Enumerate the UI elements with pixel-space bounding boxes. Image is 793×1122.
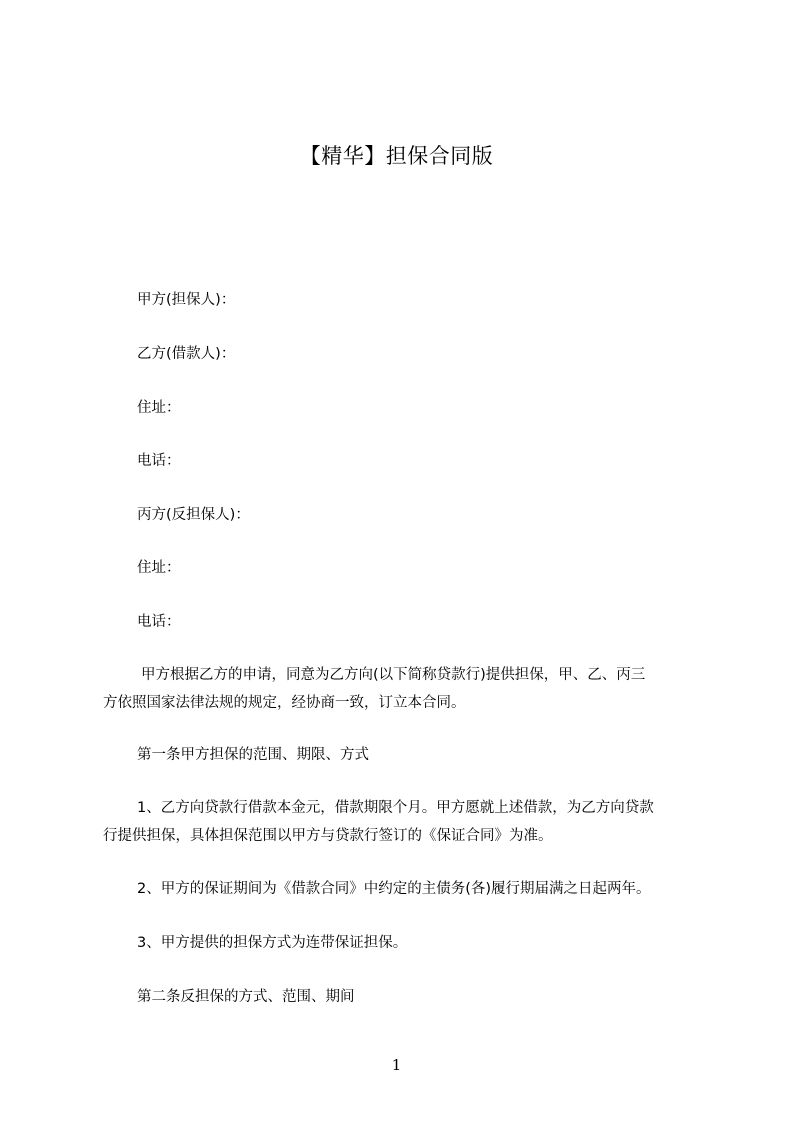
page-number: 1 [391, 1056, 402, 1074]
party-c-field: 丙方(反担保人)： [137, 507, 250, 523]
party-a-field: 甲方(担保人)： [137, 292, 236, 308]
article-1-item-2: 2、甲方的保证期间为《借款合同》中约定的主债务(各)履行期届满之日起两年。 [137, 881, 651, 897]
party-b-phone-field: 电话： [137, 453, 181, 469]
article-1-item-1-line-2: 行提供担保，具体担保范围以甲方与贷款行签订的《保证合同》为准。 [103, 828, 553, 844]
party-c-phone-field: 电话： [137, 614, 181, 630]
party-b-address-field: 住址： [137, 400, 181, 416]
article-1-item-3: 3、甲方提供的担保方式为连带保证担保。 [137, 935, 408, 951]
document-title: 【精华】担保合同版 [299, 144, 494, 168]
party-c-address-field: 住址： [137, 560, 181, 576]
intro-paragraph-line-2: 方依照国家法律法规的规定，经协商一致，订立本合同。 [103, 695, 466, 711]
intro-paragraph-line-1: 甲方根据乙方的申请，同意为乙方向(以下简称贷款行)提供担保，甲、乙、丙三 [141, 667, 646, 683]
article-1-heading: 第一条甲方担保的范围、期限、方式 [137, 747, 369, 763]
party-b-field: 乙方(借款人)： [137, 346, 236, 362]
article-1-item-1-line-1: 1、乙方向贷款行借款本金元，借款期限个月。甲方愿就上述借款，为乙方向贷款 [137, 800, 654, 816]
article-2-heading: 第二条反担保的方式、范围、期间 [137, 989, 355, 1005]
